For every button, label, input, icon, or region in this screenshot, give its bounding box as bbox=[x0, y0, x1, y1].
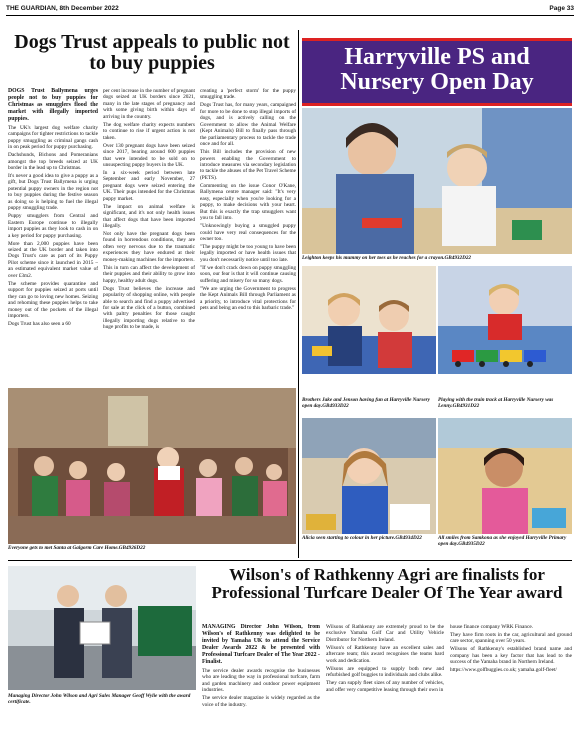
santa-caption: Everyone gets to met Santa at Galgorm Care Home.GB4926D22 bbox=[8, 545, 146, 551]
paper-date: THE GUARDIAN, 8th December 2022 bbox=[6, 5, 119, 12]
dogs-para: Puppy smugglers from Central and Eastern Europe continue to illegally import puppies as they look to cash in on a key period for puppy purchasing. bbox=[8, 213, 98, 239]
dogs-para: Dogs Trust has, for many years, campaigned for more to be done to stop illegal imports of dogs, and is actively calling on the Government to allow the Animal Welfare (Kept Animals) Bill to finally pass through the parliamentary process to tackle the trade once and for all. bbox=[200, 102, 296, 148]
dogs-column-2 bbox=[103, 88, 195, 384]
wilson-lead: MANAGING Director John Wilson, from Wilson's of Rathkenny was delighted to be invited by Yamaha UK to attend the Service Dealer Awards 2022 & be presented with Professional Turfcare Dealer of The Year 2022 - Finalist. bbox=[202, 624, 320, 666]
dogs-headline: Dogs Trust appeals to public not to buy puppies bbox=[14, 31, 290, 74]
dogs-para: Not only have the pregnant dogs been found in horrendous conditions, they are often very nervous due to the traumatic experiences they have endured at their money-making machines for the importers. bbox=[103, 231, 195, 263]
harryville-banner bbox=[302, 38, 572, 106]
dogs-para: More than 2,000 puppies have been seized at the UK border and taken into Dogs Trust's care as part of its Puppy Pilot scheme since it launched in 2015 – an estimated equivalent market value of over £3m2. bbox=[8, 240, 98, 279]
alicia-photo bbox=[302, 418, 436, 534]
wilson-para: Wilsons of Rathkenny are extremely proud to be the exclusive Yamaha Golf Car and Utility Vehicle Distributor for Northern Ireland. bbox=[326, 624, 444, 643]
column-divider bbox=[298, 30, 299, 558]
dogs-para: "The puppy might be too young to have been legally imported or have health issues that you don't necessarily notice until too late. bbox=[200, 243, 296, 263]
dogs-para: In a six-week period between late September and early November, 27 pregnant dogs were seized entering the UK. Their pups intended for the Christmas puppy market. bbox=[103, 169, 195, 202]
wilson-para: The service dealer magazine is widely regarded as the voice of the industry. bbox=[202, 695, 320, 708]
section-divider bbox=[8, 560, 572, 561]
dogs-para: Dogs Trust believes the increase and popularity of shopping online, with people able to search and find a puppy advertised for sale at the click of a button, combined with paltry penalties for those caught illegally importing dogs relative to the huge profits to be made, is bbox=[103, 285, 195, 331]
dogs-lead: DOGS Trust Ballymena urges people not to buy puppies for Christmas as smugglers flood the market with illegally imported puppies. bbox=[8, 88, 98, 123]
wilson-para: Wilsons of Rathkenny's established brand name and company has been a key factor that has lead to the success of the Yamaha brand in Northern Ireland. bbox=[450, 646, 572, 666]
samkona-photo bbox=[438, 418, 572, 534]
dogs-para: This in turn can affect the development of their puppies and their ability to grow into happy, healthy adult dogs. bbox=[103, 264, 195, 284]
jake-jenson-photo bbox=[302, 266, 436, 374]
wilson-para: Wilson's of Rathkenny have an excellent sales and aftercare team; this award recognises the teams hard work and dedication. bbox=[326, 644, 444, 664]
lenny-caption: Playing with the train track at Harryville Nursery was Lenny.GB4931D22 bbox=[438, 397, 554, 409]
dogs-para: It's never a good idea to give a puppy as a gift, but Dogs Trust Ballymena is urging potential puppy owners in the region not to buy puppies during the festive season as doing so is helping to fuel the illegal puppy smuggling trade. bbox=[8, 172, 98, 212]
wilson-para: They have firm roots in the car, agricultural and ground care sector, spanning over 50 years. bbox=[450, 631, 572, 645]
wilson-headline: Wilson's of Rathkenny Agri are finalists for Professional Turfcare Dealer Of The Year award bbox=[211, 565, 563, 602]
dogs-para: Over 130 pregnant dogs have been seized since 2017, bearing around 600 puppies that were intended to be sold on to unsuspecting puppy buyers in the UK. bbox=[103, 142, 195, 168]
dogs-para: Dachshunds, Bichons and Pomeranians amongst the top breeds seized at UK border in the lead up to Christmas. bbox=[8, 152, 98, 172]
dogs-para: The impact on animal welfare is significant, and it's not only health issues that affect dogs that have been imported illegally. bbox=[103, 203, 195, 230]
dogs-para: "We are urging the Government to progress the Kept Animals Bill through Parliament as a priority, to introduce vital protections for pets and being an end to this barbaric trade." bbox=[200, 285, 296, 311]
page-number: Page 33 bbox=[549, 5, 574, 12]
dogs-para: "If we don't crack down on puppy smuggling soon, our fear is that it will continue causing suffering and misery for so many dogs. bbox=[200, 264, 296, 284]
dogs-para: per cent increase in the number of pregnant dogs seized at UK borders since 2021, many in the late stages of pregnancy and with some giving birth within days of arriving in the country. bbox=[103, 88, 195, 120]
lenny-train-photo bbox=[438, 266, 572, 374]
dogs-para: The scheme provides quarantine and support for puppies seized at ports until they can go to loving new homes. Seizing and rehoming these puppies helps to take money out of the pockets of the illegal importers. bbox=[8, 280, 98, 319]
wilson-para: The service dealer awards recognise the businesses who are leading the way in professional turfcare, farm and garden machinery and outdoor power equipment industries. bbox=[202, 667, 320, 694]
wilson-column-1 bbox=[202, 624, 320, 734]
dogs-column-1 bbox=[8, 88, 98, 384]
leighton-caption: Leighton keeps his mummy on her toes as he reaches for a crayon.GB4932D22 bbox=[302, 255, 472, 261]
jake-jenson-caption: Brothers Jake and Jenson having fun at Harryville Nursery open day.GB4933D22 bbox=[302, 397, 430, 409]
dogs-para: The UK's largest dog welfare charity campaigns for tighter restrictions to tackle puppy smuggling as criminal gangs cash in on peak period for puppy purchasing. bbox=[8, 124, 98, 151]
dogs-para: The dog welfare charity expects numbers to continue to rise if urgent action is not taken. bbox=[103, 121, 195, 141]
wilson-para: Wilsons are equipped to supply both new and refurbished golf buggies to individuals and clubs alike. bbox=[326, 665, 444, 679]
wilson-column-2 bbox=[326, 624, 444, 734]
dogs-para: Commenting on the issue Conor O'Kane, Ballymena centre manager said: "It's very easy, especially when you're looking for a puppy, to make decisions with your heart. But this is exactly the trap smugglers want you to fall into. bbox=[200, 182, 296, 222]
wilson-link[interactable]: https://www.golfbuggies.co.uk; yamaha.golf-fleet/ bbox=[450, 667, 557, 674]
alicia-caption: Alicia seen starting to colour in her picture.GB4934D22 bbox=[302, 535, 422, 541]
dogs-para: Dogs Trust has also seen a 60 bbox=[8, 320, 71, 327]
page-header bbox=[6, 2, 574, 16]
dogs-para: This Bill includes the provision of new powers enabling the Government to introduce measures via secondary legislation to tackle the abuses of the Pet Travel Scheme (PETS). bbox=[200, 149, 296, 181]
samkona-caption: All smiles from Samkona as she enjoyed Harryville Primary open day.GB4935D22 bbox=[438, 535, 567, 547]
wilson-award-photo bbox=[8, 566, 196, 690]
dogs-para: "Unknowingly buying a smuggled puppy could have very real consequences for the owner too. bbox=[200, 223, 296, 242]
dogs-column-3 bbox=[200, 88, 296, 384]
leighton-photo bbox=[302, 108, 572, 254]
wilson-para: They can supply fleet sizes of any number of vehicles, and offer very competitive leasing through their own in bbox=[326, 680, 444, 693]
dogs-para: creating a 'perfect storm' for the puppy smuggling trade. bbox=[200, 88, 296, 101]
harryville-headline: Harryville PS and Nursery Open Day bbox=[340, 44, 534, 96]
wilson-para: house finance company WRK Finance. bbox=[450, 624, 534, 630]
santa-care-home-photo bbox=[8, 388, 296, 544]
wilson-caption: Managing Director John Wilson and Agri Sales Manager Geoff Wylie with the award certificate. bbox=[8, 693, 191, 705]
wilson-column-3 bbox=[450, 624, 572, 734]
